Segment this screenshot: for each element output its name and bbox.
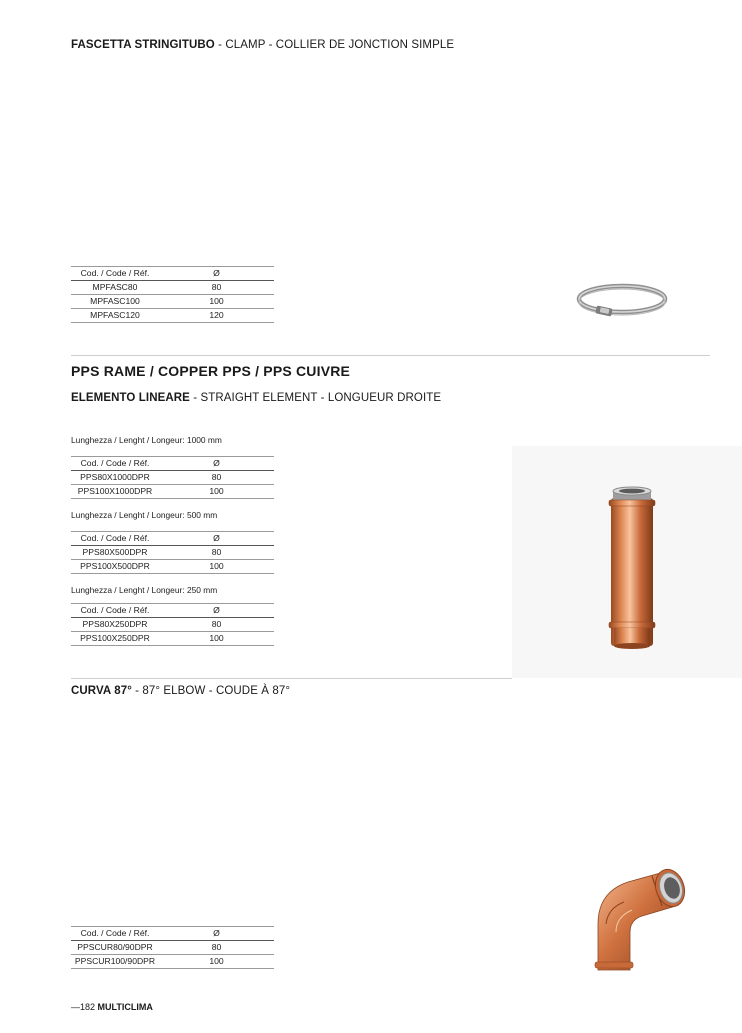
table-header-row xyxy=(71,927,274,941)
code-column-header: Cod. / Code / Réf. xyxy=(71,267,159,281)
diameter-column-header: Ø xyxy=(159,927,274,941)
clamp-title-bold: FASCETTA STRINGITUBO xyxy=(71,39,215,51)
code-cell: MPFASC120 xyxy=(71,309,159,323)
diameter-cell: 100 xyxy=(159,632,274,646)
section-divider xyxy=(71,355,710,356)
straight-1000-table xyxy=(71,456,274,499)
elbow-heading xyxy=(71,685,290,697)
page-number: —182 xyxy=(71,1002,96,1012)
table-row xyxy=(71,560,274,574)
table-row xyxy=(71,281,274,295)
table-row xyxy=(71,471,274,485)
elbow-title-bold: CURVA 87° xyxy=(71,685,132,697)
table-row xyxy=(71,941,274,955)
diameter-cell: 100 xyxy=(159,560,274,574)
straight-250-table xyxy=(71,603,274,646)
diameter-cell: 80 xyxy=(159,281,274,295)
diameter-cell: 100 xyxy=(159,485,274,499)
code-cell: PPS100X500DPR xyxy=(71,560,159,574)
code-cell: PPSCUR100/90DPR xyxy=(71,955,159,969)
code-cell: PPS100X250DPR xyxy=(71,632,159,646)
diameter-cell: 80 xyxy=(159,941,274,955)
diameter-cell: 100 xyxy=(159,295,274,309)
section-title: PPS RAME / COPPER PPS / PPS CUIVRE xyxy=(71,363,351,379)
diameter-cell: 100 xyxy=(159,955,274,969)
diameter-column-header: Ø xyxy=(159,267,274,281)
table-row xyxy=(71,955,274,969)
diameter-cell: 80 xyxy=(159,546,274,560)
table-row xyxy=(71,546,274,560)
table-header-row xyxy=(71,457,274,471)
code-column-header: Cod. / Code / Réf. xyxy=(71,927,159,941)
clamp-image xyxy=(574,276,670,330)
clamp-title-rest: - CLAMP - COLLIER DE JONCTION SIMPLE xyxy=(214,39,455,51)
code-cell: PPS100X1000DPR xyxy=(71,485,159,499)
elbow-code-table xyxy=(71,926,274,969)
code-cell: MPFASC100 xyxy=(71,295,159,309)
length-label: Lunghezza / Lenght / Longeur: 500 mm xyxy=(71,510,218,520)
code-column-header: Cod. / Code / Réf. xyxy=(71,457,159,471)
code-cell: MPFASC80 xyxy=(71,281,159,295)
straight-title-rest: - STRAIGHT ELEMENT - LONGUEUR DROITE xyxy=(189,392,442,404)
code-cell: PPS80X1000DPR xyxy=(71,471,159,485)
code-column-header: Cod. / Code / Réf. xyxy=(71,532,159,546)
table-header-row xyxy=(71,267,274,281)
diameter-column-header: Ø xyxy=(159,604,274,618)
table-row xyxy=(71,618,274,632)
code-cell: PPS80X500DPR xyxy=(71,546,159,560)
straight-heading xyxy=(71,392,441,404)
table-row xyxy=(71,309,274,323)
straight-pipe-image xyxy=(512,446,742,678)
diameter-cell: 120 xyxy=(159,309,274,323)
diameter-column-header: Ø xyxy=(159,532,274,546)
elbow-title-rest: - 87° ELBOW - COUDE À 87° xyxy=(131,685,291,697)
diameter-cell: 80 xyxy=(159,471,274,485)
clamp-heading xyxy=(71,39,454,51)
table-header-row xyxy=(71,532,274,546)
code-cell: PPSCUR80/90DPR xyxy=(71,941,159,955)
length-label: Lunghezza / Lenght / Longeur: 1000 mm xyxy=(71,435,222,445)
brand-name: MULTICLIMA xyxy=(97,1002,153,1012)
length-label: Lunghezza / Lenght / Longeur: 250 mm xyxy=(71,585,218,595)
table-row xyxy=(71,295,274,309)
code-column-header: Cod. / Code / Réf. xyxy=(71,604,159,618)
diameter-cell: 80 xyxy=(159,618,274,632)
table-row xyxy=(71,485,274,499)
straight-title-bold: ELEMENTO LINEARE xyxy=(71,392,190,404)
page-footer xyxy=(71,1002,153,1012)
elbow-image xyxy=(586,862,696,974)
table-header-row xyxy=(71,604,274,618)
subsection-divider xyxy=(71,678,512,679)
code-cell: PPS80X250DPR xyxy=(71,618,159,632)
straight-500-table xyxy=(71,531,274,574)
clamp-code-table xyxy=(71,266,274,323)
table-row xyxy=(71,632,274,646)
diameter-column-header: Ø xyxy=(159,457,274,471)
